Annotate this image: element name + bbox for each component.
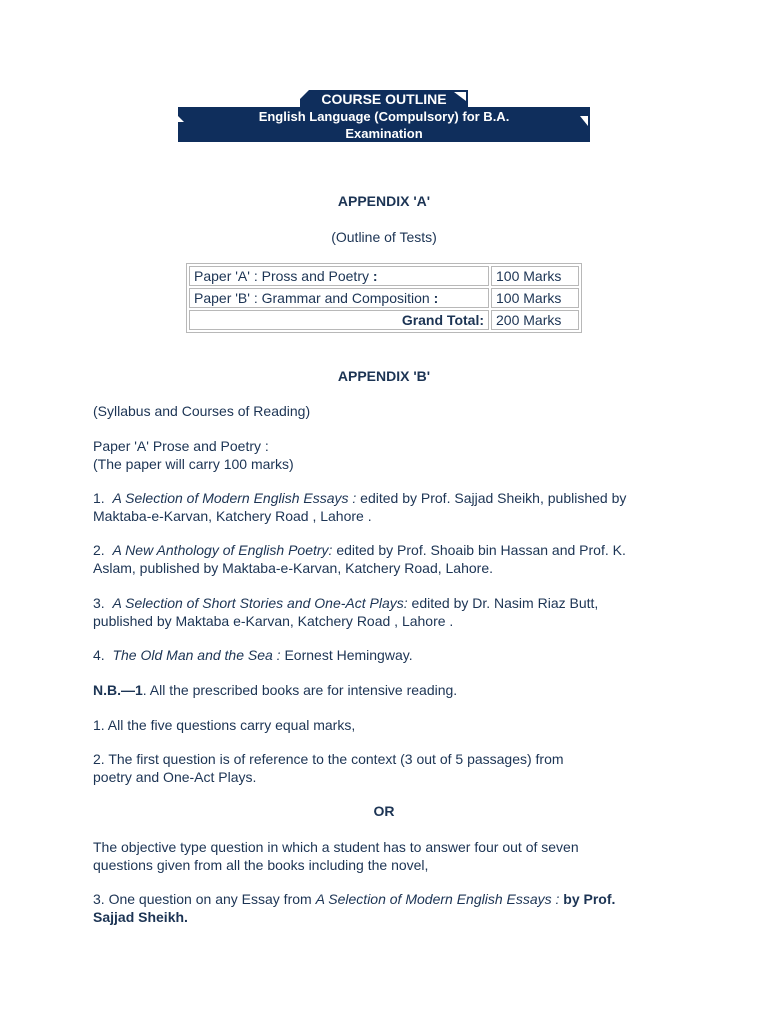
paper-a-colon: :: [372, 268, 378, 284]
paper-a-title: Paper 'A' Prose and Poetry :: [93, 438, 269, 454]
paper-a-cell: [189, 266, 489, 286]
question-2-line1: 2. The first question is of reference to the context (3 out of 5 passages) from: [93, 751, 564, 767]
appendix-a-heading: APPENDIX 'A': [337, 193, 431, 209]
book-title: The Old Man and the Sea :: [112, 647, 281, 663]
nb-label: N.B.—1: [93, 682, 143, 698]
question-3-author: Sajjad Sheikh.: [93, 909, 188, 925]
nb-note: [93, 681, 693, 699]
book-title: A New Anthology of English Poetry:: [112, 542, 333, 558]
grand-total-label: Grand Total:: [189, 310, 489, 330]
marks-table: [186, 263, 582, 333]
paper-b-marks: 100 Marks: [491, 288, 579, 308]
book-details: edited by Prof. Shoaib bin Hassan and Prof. K.: [332, 542, 626, 558]
book-title: A Selection of Modern English Essays :: [112, 490, 357, 506]
book-details: edited by Dr. Nasim Riaz Butt,: [407, 595, 599, 611]
course-outline-label: COURSE OUTLINE: [321, 91, 447, 107]
book-item-1: [93, 489, 693, 525]
book-publisher: published by Maktaba e-Karvan, Katchery Road , Lahore .: [93, 613, 454, 629]
question-3-prefix: 3. One question on any Essay from: [93, 891, 316, 907]
title-banner: [178, 107, 590, 142]
objective-line1: The objective type question in which a student has to answer four out of seven: [93, 839, 579, 855]
book-details: Eornest Hemingway.: [280, 647, 413, 663]
book-publisher: Maktaba-e-Karvan, Katchery Road , Lahore .: [93, 508, 372, 524]
book-number: 1.: [93, 490, 113, 506]
grand-total-value: 200 Marks: [491, 310, 579, 330]
book-number: 2.: [93, 542, 113, 558]
book-item-3: [93, 594, 693, 630]
question-3-by: by Prof.: [559, 891, 616, 907]
paper-a-label: Paper 'A' : Pross and Poetry: [194, 268, 373, 284]
outline-of-tests-subheading: (Outline of Tests): [331, 229, 437, 245]
or-separator: OR: [373, 803, 395, 819]
paper-b-label: Paper 'B' : Grammar and Composition: [194, 290, 434, 306]
paper-a-marks: 100 Marks: [491, 266, 579, 286]
question-2-line2: poetry and One-Act Plays.: [93, 769, 257, 785]
table-row: [189, 310, 579, 330]
book-item-2: [93, 541, 693, 577]
book-title: A Selection of Short Stories and One-Act Plays:: [112, 595, 408, 611]
banner-title-line1: English Language (Compulsory) for B.A.: [258, 109, 510, 124]
appendix-b-heading: APPENDIX 'B': [337, 368, 431, 384]
question-3-book-title: A Selection of Modern English Essays :: [315, 891, 560, 907]
table-row: [189, 288, 579, 308]
question-2-note: [93, 750, 693, 786]
table-row: [189, 266, 579, 286]
paper-a-note: (The paper will carry 100 marks): [93, 456, 294, 472]
book-item-4: [93, 646, 693, 664]
objective-question-note: [93, 838, 693, 874]
book-publisher: Aslam, published by Maktaba-e-Karvan, Katchery Road, Lahore.: [93, 560, 493, 576]
paper-b-cell: [189, 288, 489, 308]
book-number: 4.: [93, 647, 113, 663]
course-outline-tab: [300, 90, 468, 108]
syllabus-heading: (Syllabus and Courses of Reading): [93, 403, 311, 419]
objective-line2: questions given from all the books including the novel,: [93, 857, 429, 873]
question-1-note: 1. All the five questions carry equal marks,: [93, 717, 356, 733]
banner-title-line2: Examination: [345, 126, 423, 141]
book-number: 3.: [93, 595, 113, 611]
question-3-note: [93, 890, 693, 926]
nb-text: . All the prescribed books are for intensive reading.: [142, 682, 458, 698]
paper-b-colon: :: [433, 290, 439, 306]
book-details: edited by Prof. Sajjad Sheikh, published by: [356, 490, 627, 506]
